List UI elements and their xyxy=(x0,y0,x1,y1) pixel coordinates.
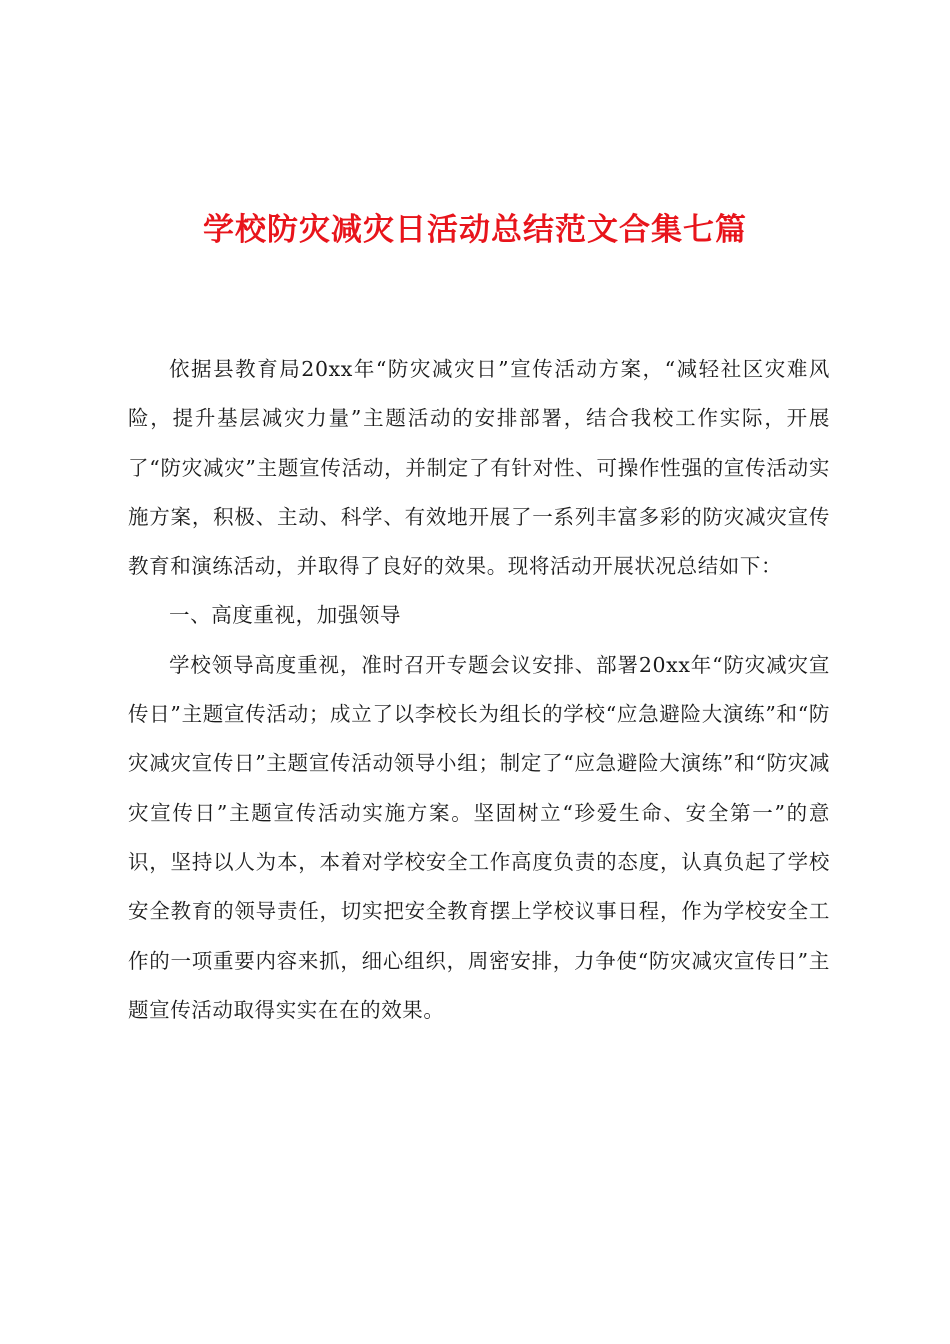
paragraph-leadership: 学校领导高度重视，准时召开专题会议安排、部署20xx年“防灾减灾宣传日”主题宣传活动；成立了以李校长为组长的学校“应急避险大演练”和“防灾减灾宣传日”主题宣传活动领导小组；制定了“应急避险大演练”和“防灾减灾宣传日”主题宣传活动实施方案。坚固树立“珍爱生命、安全第一”的意识，坚持以人为本，本着对学校安全工作高度负责的态度，认真负起了学校安全教育的领导责任，切实把安全教育摆上学校议事日程，作为学校安全工作的一项重要内容来抓，细心组织，周密安排，力争使“防灾减灾宣传日”主题宣传活动取得实实在在的效果。 xyxy=(128,652,830,1022)
section-heading-1: 一、高度重视，加强领导 xyxy=(169,603,402,628)
paragraph-intro: 依据县教育局20xx年“防灾减灾日”宣传活动方案，“减轻社区灾难风险，提升基层减灾力量”主题活动的安排部署，结合我校工作实际，开展了“防灾减灾”主题宣传活动，并制定了有针对性、可操作性强的宣传活动实施方案，积极、主动、科学、有效地开展了一系列丰富多彩的防灾减灾宣传教育和演练活动，并取得了良好的效果。现将活动开展状况总结如下： xyxy=(128,357,830,579)
document-title: 学校防灾减灾日活动总结范文合集七篇 xyxy=(203,212,747,248)
document-body xyxy=(128,345,830,1035)
